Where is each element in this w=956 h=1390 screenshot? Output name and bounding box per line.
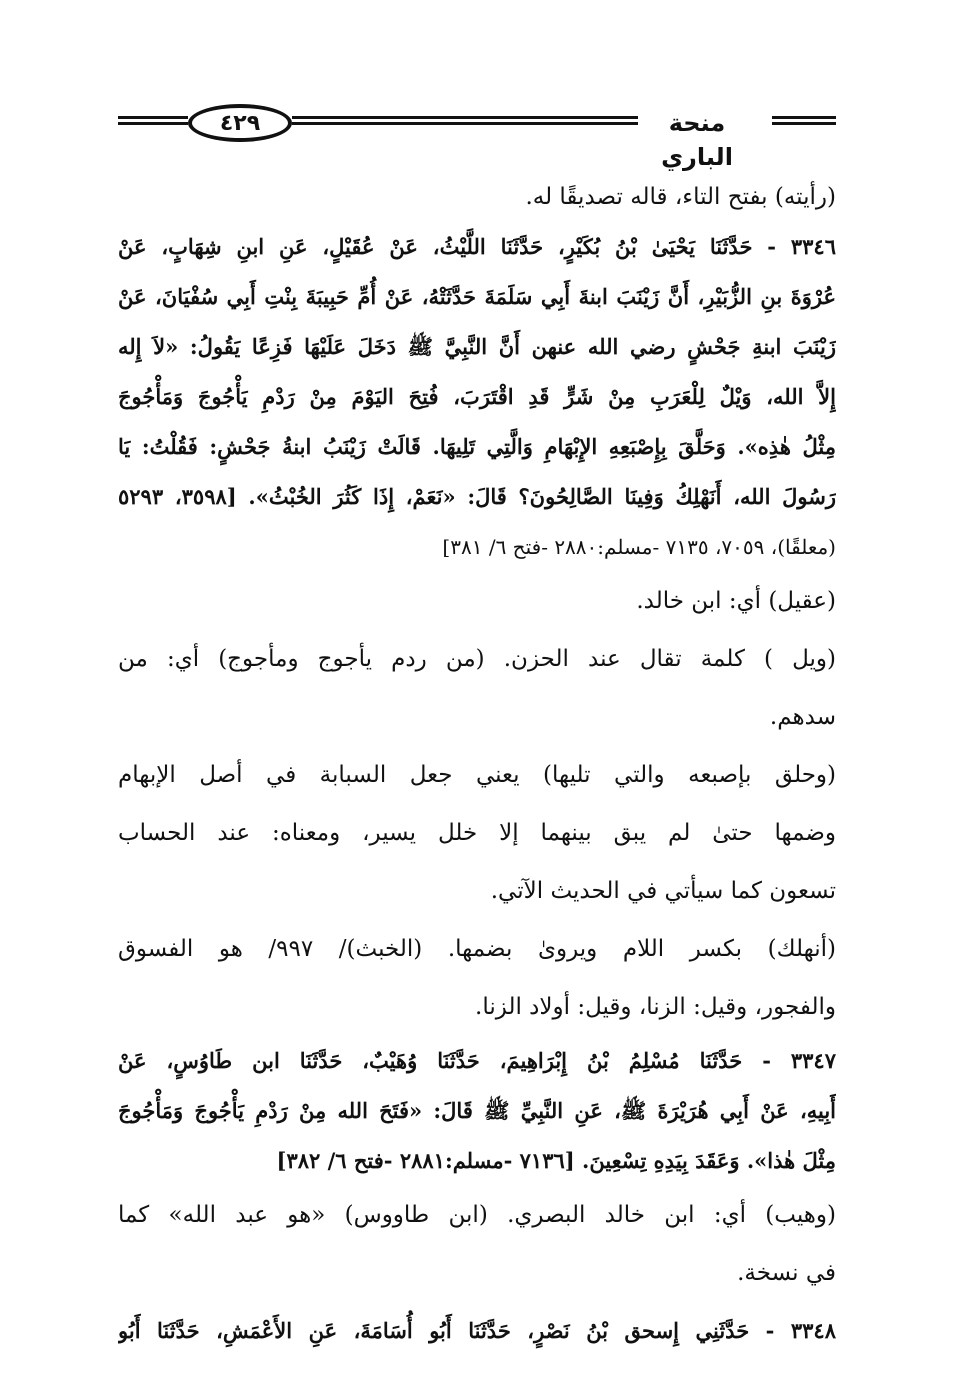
hadith-line: أَبِيهِ، عَنْ أَبِي هُرَيْرَةَ ﷺ، عَنِ النَّبِيِّ ﷺ قَالَ: «فَتَحَ الله مِنْ رَدْمِ يَأْجُوجَ وَمَأْجُوجَ bbox=[118, 1098, 836, 1123]
hadith-line: رَسُولَ الله، أَنَهْلِكُ وَفِينَا الصَّالِحُونَ؟ قَالَ: «نَعَمْ، إِذَا كَثُرَ الخُبْثُ». [٣٥٩٨، ٥٢٩٣ bbox=[118, 484, 836, 509]
text-line: (رأيته) بفتح التاء، قاله تصديقًا له. bbox=[525, 184, 836, 210]
text-line: (وهيب) أي: ابن خالد البصري. (ابن طاووس) «هو عبد الله» كما bbox=[118, 1202, 836, 1228]
hadith-line: زَيْنَبَ ابنةِ جَحْشٍ رضي الله عنهن أَنَّ النَّبِيَّ ﷺ دَخَلَ عَلَيْهَا فَزِعًا يَقُولُ: «لاَ إِله bbox=[118, 334, 836, 359]
text-line: سدهم. bbox=[769, 704, 836, 730]
hadith-line: مِثْلُ هٰذِه». وَحَلَّقَ بِإِصْبَعِهِ الإِبْهَامِ وَالَّتِي تَلِيهَا. قَالَتْ زَيْنَبُ ابنةُ جَحْشٍ: فَقُلْتُ: يَا bbox=[118, 434, 836, 459]
text-line: (عقيل) أي: ابن خالد. bbox=[636, 588, 836, 614]
hadith-line: ٣٣٤٨ - حَدَّثَنِي إِسحق بْنُ نَصْرٍ، حَدَّثَنَا أَبُو أُسَامَةَ، عَنِ الأَعْمَشِ، حَدَّثَنَا أَبُو bbox=[118, 1318, 836, 1343]
text-line: (وحلق بإصبعه والتي تليها) يعني جعل السبابة في أصل الإبهام bbox=[118, 762, 836, 788]
hadith-line: ٣٣٤٦ - حَدَّثَنَا يَحْيَىٰ بْنُ بُكَيْرٍ، حَدَّثَنَا اللَّيْثُ، عَنْ عُقَيْلٍ، عَنِ ابنِ شِهَابٍ، عَنْ bbox=[118, 234, 836, 259]
text-line: (ويل ) كلمة تقال عند الحزن. (من ردم يأجوج ومأجوج) أي: من bbox=[118, 646, 836, 672]
header-rule-left bbox=[118, 116, 188, 129]
page-number: ٤٢٩ bbox=[188, 104, 292, 142]
text-line: وضمها حتىٰ لم يبق بينهما إلا خلل يسير، ومعناه: عند الحساب bbox=[118, 820, 836, 846]
text-line: تسعون كما سيأتي في الحديث الآتي. bbox=[490, 878, 836, 904]
hadith-line: مِثْلَ هٰذا». وَعَقَدَ بِيَدِهِ تِسْعِينَ. [٧١٣٦ -مسلم:٢٨٨١ -فتح ٦/ ٣٨٢] bbox=[276, 1148, 836, 1173]
header-rule-right bbox=[772, 116, 836, 129]
text-line: في نسخة. bbox=[737, 1260, 836, 1286]
hadith-line: عُرْوَةَ بنِ الزُّبَيْرِ، أَنَّ زَيْنَبَ ابنةَ أَبِي سَلَمَةَ حَدَّثَتْهُ، عَنْ أُمِّ حَبِيبَةَ بِنْتِ أَبِي سُفْيَانَ، عَنْ bbox=[118, 284, 836, 309]
text-line: والفجور، وقيل: الزنا، وقيل: أولاد الزنا. bbox=[475, 994, 836, 1020]
text-line: (أنهلك) بكسر اللام ويروىٰ بضمها. (الخبث)/ ٩٩٧/ هو الفسوق bbox=[118, 936, 836, 962]
hadith-line: إِلاَّ الله، وَيْلٌ لِلْعَرَبِ مِنْ شَرٍّ قَدِ اقْتَرَبَ، فُتِحَ اليَوْمَ مِنْ رَدْمِ يَأْجُوجَ وَمَأْجُوجَ bbox=[118, 384, 836, 409]
hadith-line: ٣٣٤٧ - حَدَّثَنَا مُسْلِمُ بْنُ إِبْرَاهِيمَ، حَدَّثَنَا وُهَيْبٌ، حَدَّثَنَا ابن طَاوُسٍ، عَنْ bbox=[118, 1048, 836, 1073]
page-header bbox=[118, 98, 836, 171]
reference-line: (معلقًا)، ٧٠٥٩، ٧١٣٥ -مسلم:٢٨٨٠ -فتح ٦/ ٣٨١] bbox=[442, 535, 836, 559]
book-title: منحة الباري bbox=[638, 106, 756, 174]
page-body bbox=[118, 172, 836, 1360]
